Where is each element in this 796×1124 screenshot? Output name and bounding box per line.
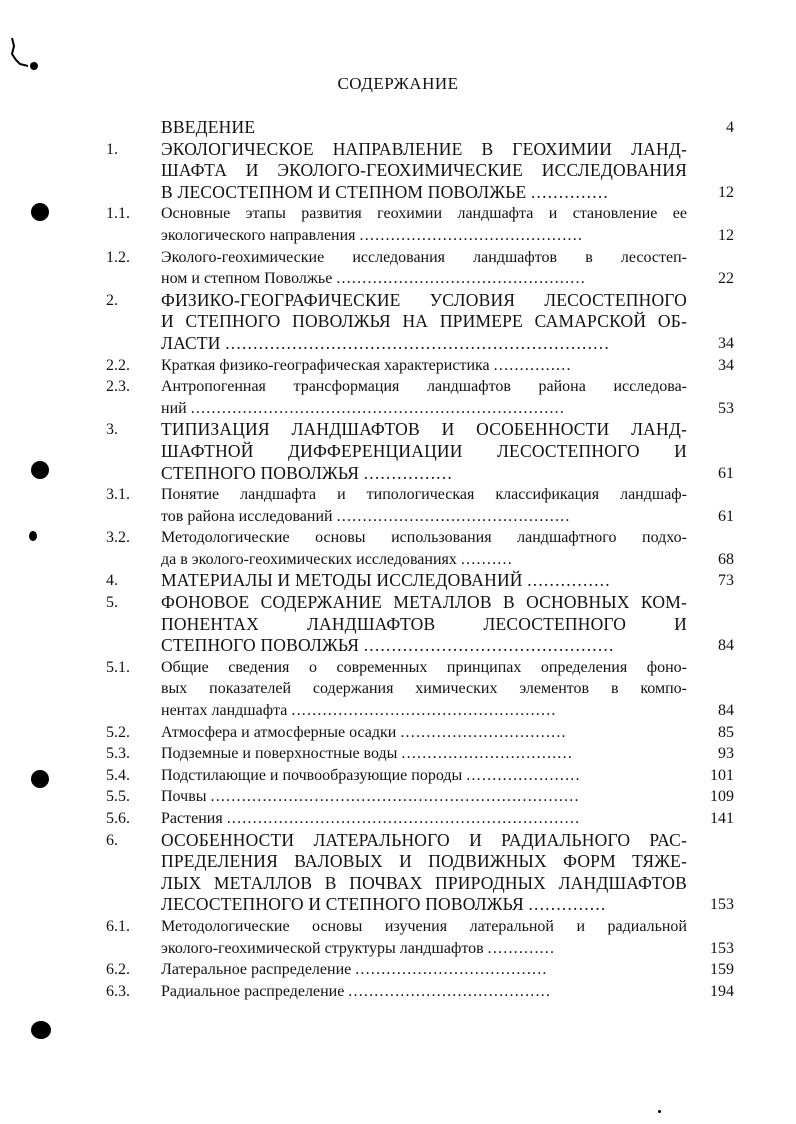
scan-scratch [6, 36, 46, 76]
toc-entry-title [161, 981, 687, 1003]
toc-entry-title [161, 570, 687, 592]
toc-entry-title-line: Краткая физико-географическая характеристика ............... [161, 356, 572, 374]
toc-entry-page-number: 73 [718, 572, 734, 590]
toc-entry-title-line: эколого-геохимической структуры ландшафтов ............. [161, 939, 556, 957]
toc-entry-title [161, 722, 687, 744]
dot-leader: .............. [528, 894, 607, 915]
toc-entry [0, 592, 796, 657]
toc-entry-page-number: 153 [710, 896, 734, 914]
toc-entry-page-number: 12 [718, 226, 734, 244]
toc-entry-title-line: нентах ландшафта ................................................... [161, 702, 557, 720]
toc-entry-title [161, 247, 687, 290]
toc-entry-title-line: ОСОБЕННОСТИ ЛАТЕРАЛЬНОГО И РАДИАЛЬНОГО РАС- [161, 829, 687, 850]
toc-entry-number: 1.2. [106, 248, 130, 266]
toc-entry-number: 1. [106, 140, 118, 158]
toc-entry-title-line: Растения .................................................................... [161, 810, 581, 827]
toc-entry-title [161, 117, 687, 139]
toc-entry-number: 5.1. [106, 658, 130, 676]
toc-entry-title-line: ПОНЕНТАХ ЛАНДШАФТОВ ЛЕСОСТЕПНОГО И [161, 613, 687, 634]
toc-entry-title [161, 527, 687, 570]
toc-entry-page-number: 68 [718, 550, 734, 568]
toc-entry [0, 376, 796, 419]
dot-leader: ........................................... [359, 226, 584, 244]
toc-entry-title [161, 743, 687, 765]
toc-entry-page-number: 153 [710, 939, 734, 957]
toc-entry-number: 1.1. [106, 205, 130, 223]
toc-entry-title [161, 657, 687, 722]
toc-entry-number: 3. [106, 421, 118, 439]
toc-entry [0, 786, 796, 808]
toc-entry [0, 765, 796, 787]
toc-entry [0, 959, 796, 981]
toc-entry-number: 6. [106, 831, 118, 849]
toc-entry-page-number: 84 [718, 702, 734, 720]
toc-entry-title [161, 916, 687, 959]
toc-entry-page-number: 93 [718, 745, 734, 763]
toc-entry-number: 2. [106, 291, 118, 309]
toc-entry-page-number: 84 [718, 637, 734, 655]
dot-leader: ........................................................................ [190, 399, 566, 417]
page-title: СОДЕРЖАНИЕ [337, 74, 459, 93]
toc-entry-number: 5.4. [106, 766, 130, 784]
toc-entry-title-line: вых показателей содержания химических элементов в компо- [161, 680, 687, 698]
toc-entry-page-number: 109 [710, 788, 734, 806]
toc-entry-number: 5.6. [106, 810, 130, 827]
dot-leader: ....................................................................... [210, 788, 580, 806]
toc-entry-title [161, 139, 687, 204]
toc-entry [0, 570, 796, 592]
toc-entry-title-line: да в эколого-геохимических исследованиях .......... [161, 550, 513, 568]
toc-entry-title [161, 959, 687, 981]
dot-leader: ...................... [466, 766, 581, 784]
toc-entry-title [161, 376, 687, 419]
toc-entry [0, 419, 796, 484]
toc-entry-title-line: Подземные и поверхностные воды ................................. [161, 745, 574, 763]
toc-entry-title-line: ТИПИЗАЦИЯ ЛАНДШАФТОВ И ОСОБЕННОСТИ ЛАНД- [161, 419, 687, 440]
toc-entry-number: 5. [106, 594, 118, 612]
dot-leader: ............................................. [336, 507, 571, 525]
toc-entry-number: 3.1. [106, 486, 130, 504]
dot-leader: ............. [487, 939, 556, 957]
toc-entry-title-line: Антропогенная трансформация ландшафтов района исследова- [161, 378, 687, 396]
toc-entry-title-line: Методологические основы изучения латеральной и радиальной [161, 917, 687, 935]
toc-entry-page-number: 4 [726, 119, 734, 136]
toc-entry-title-line: Латеральное распределение ..................................... [161, 961, 548, 979]
toc-entry-number: 6.3. [106, 982, 130, 1000]
toc-entry-title-line: ШАФТНОЙ ДИФФЕРЕНЦИАЦИИ ЛЕСОСТЕПНОГО И [161, 440, 687, 461]
toc-entry-page-number: 85 [718, 723, 734, 741]
toc-entry-number: 5.2. [106, 723, 130, 741]
toc-entry [0, 117, 796, 139]
toc-entry-title-line: экологического направления ........................................... [161, 226, 584, 244]
toc-entry-title-line: Почвы ....................................................................... [161, 788, 580, 806]
toc-entry-number: 5.3. [106, 745, 130, 763]
toc-entry-title-line: Подстилающие и почвообразующие породы ...................... [161, 766, 581, 784]
toc-entry-title-line: Понятие ландшафта и типологическая классификация ландшаф- [161, 486, 687, 504]
toc-entry-number: 5.5. [106, 788, 130, 806]
toc-entry-title [161, 419, 687, 484]
toc-entry-page-number: 101 [710, 766, 734, 784]
toc-entry-title-line: ПРЕДЕЛЕНИЯ ВАЛОВЫХ И ПОДВИЖНЫХ ФОРМ ТЯЖЕ- [161, 851, 687, 872]
toc-entry-page-number: 22 [718, 270, 734, 288]
toc-entry-title-line: ЛЕСОСТЕПНОГО И СТЕПНОГО ПОВОЛЖЬЯ .............. [161, 894, 607, 915]
toc-entry-title [161, 355, 687, 377]
toc-entry-page-number: 34 [718, 356, 734, 374]
dot-leader: ................................ [400, 723, 567, 741]
dot-leader: ................................................... [291, 702, 557, 720]
toc-entry [0, 139, 796, 204]
toc-entry [0, 722, 796, 744]
toc-entry-title-line: Эколого-геохимические исследования ландшафтов в лесостеп- [161, 248, 687, 266]
dot-leader: ..................................... [355, 961, 548, 979]
toc-entry-title [161, 592, 687, 657]
toc-entry-title [161, 786, 687, 808]
scan-speck [658, 1110, 661, 1113]
toc-entry [0, 981, 796, 1003]
table-of-contents [0, 117, 796, 1002]
toc-entry-title-line: ФИЗИКО-ГЕОГРАФИЧЕСКИЕ УСЛОВИЯ ЛЕСОСТЕПНОГО [161, 289, 687, 310]
dot-leader: .......... [460, 550, 513, 568]
toc-entry-page-number: 53 [718, 399, 734, 417]
toc-entry-title-line: Атмосфера и атмосферные осадки ................................ [161, 723, 567, 741]
toc-entry-number: 3.2. [106, 529, 130, 547]
dot-leader: ............................................. [363, 635, 615, 656]
toc-entry-number: 2.2. [106, 356, 130, 374]
dot-leader: ................................. [401, 745, 574, 763]
toc-entry [0, 203, 796, 246]
dot-leader: ............... [527, 570, 611, 591]
toc-entry-title-line: ЛЫХ МЕТАЛЛОВ В ПОЧВАХ ПРИРОДНЫХ ЛАНДШАФТОВ [161, 872, 687, 893]
toc-entry [0, 743, 796, 765]
toc-entry-title-line: Основные этапы развития геохимии ландшафта и становление ее [161, 205, 687, 223]
toc-entry-title [161, 203, 687, 246]
toc-entry-page-number: 61 [718, 507, 734, 525]
toc-entry-page-number: 141 [710, 810, 734, 827]
toc-entry-title [161, 484, 687, 527]
toc-entry-title-line: СТЕПНОГО ПОВОЛЖЬЯ ............................................. [161, 635, 615, 656]
punch-hole [31, 1021, 51, 1039]
toc-entry-page-number: 34 [718, 334, 734, 352]
dot-leader: .............. [530, 181, 609, 202]
toc-entry-title [161, 808, 687, 830]
toc-entry-title-line: тов района исследований ............................................. [161, 507, 571, 525]
toc-entry [0, 355, 796, 377]
toc-entry-title [161, 290, 687, 355]
toc-entry-title-line: ЭКОЛОГИЧЕСКОЕ НАПРАВЛЕНИЕ В ГЕОХИМИИ ЛАНД- [161, 138, 687, 159]
toc-entry-title-line: Общие сведения о современных принципах определения фоно- [161, 658, 687, 676]
toc-entry-number: 4. [106, 572, 118, 590]
toc-entry-title [161, 830, 687, 916]
dot-leader: ............... [493, 356, 572, 374]
toc-entry-title-line: СТЕПНОГО ПОВОЛЖЬЯ ................ [161, 462, 453, 483]
toc-entry [0, 290, 796, 355]
dot-leader: .................................................................... [226, 810, 581, 827]
toc-entry [0, 916, 796, 959]
toc-entry [0, 657, 796, 722]
toc-entry-page-number: 159 [710, 961, 734, 979]
toc-entry-title-line: Методологические основы использования ландшафтного подхо- [161, 529, 687, 547]
toc-entry [0, 808, 796, 830]
toc-entry [0, 247, 796, 290]
dot-leader: ................ [363, 462, 453, 483]
toc-entry-page-number: 61 [718, 464, 734, 482]
toc-entry-title-line: Радиальное распределение ....................................... [161, 982, 552, 1000]
toc-entry-title-line: ний ........................................................................ [161, 399, 566, 417]
toc-entry-title-line: ЛАСТИ ..................................................................... [161, 332, 610, 353]
toc-entry [0, 484, 796, 527]
toc-entry-number: 6.1. [106, 917, 130, 935]
toc-entry [0, 527, 796, 570]
toc-entry-page-number: 12 [718, 183, 734, 201]
toc-entry-title-line: ФОНОВОЕ СОДЕРЖАНИЕ МЕТАЛЛОВ В ОСНОВНЫХ КОМ- [161, 592, 687, 613]
toc-entry-title-line: И СТЕПНОГО ПОВОЛЖЬЯ НА ПРИМЕРЕ САМАРСКОЙ ОБ- [161, 311, 687, 332]
toc-entry-title [161, 765, 687, 787]
toc-entry-title-line: МАТЕРИАЛЫ И МЕТОДЫ ИССЛЕДОВАНИЙ ............... [161, 570, 611, 591]
dot-leader: ................................................ [336, 270, 586, 288]
toc-entry-number: 6.2. [106, 961, 130, 979]
dot-leader: ....................................... [348, 982, 552, 1000]
toc-entry-title-line: ном и степном Поволжье ................................................ [161, 270, 586, 288]
toc-entry-number: 2.3. [106, 378, 130, 396]
toc-entry-title-line: ВВЕДЕНИЕ [161, 117, 256, 137]
toc-entry-title-line: ШАФТА И ЭКОЛОГО-ГЕОХИМИЧЕСКИЕ ИССЛЕДОВАНИЯ [161, 160, 687, 181]
toc-entry [0, 830, 796, 916]
toc-entry-page-number: 194 [710, 982, 734, 1000]
dot-leader: ..................................................................... [225, 332, 610, 353]
toc-entry-title-line: В ЛЕСОСТЕПНОМ И СТЕПНОМ ПОВОЛЖЬЕ .............. [161, 181, 609, 202]
